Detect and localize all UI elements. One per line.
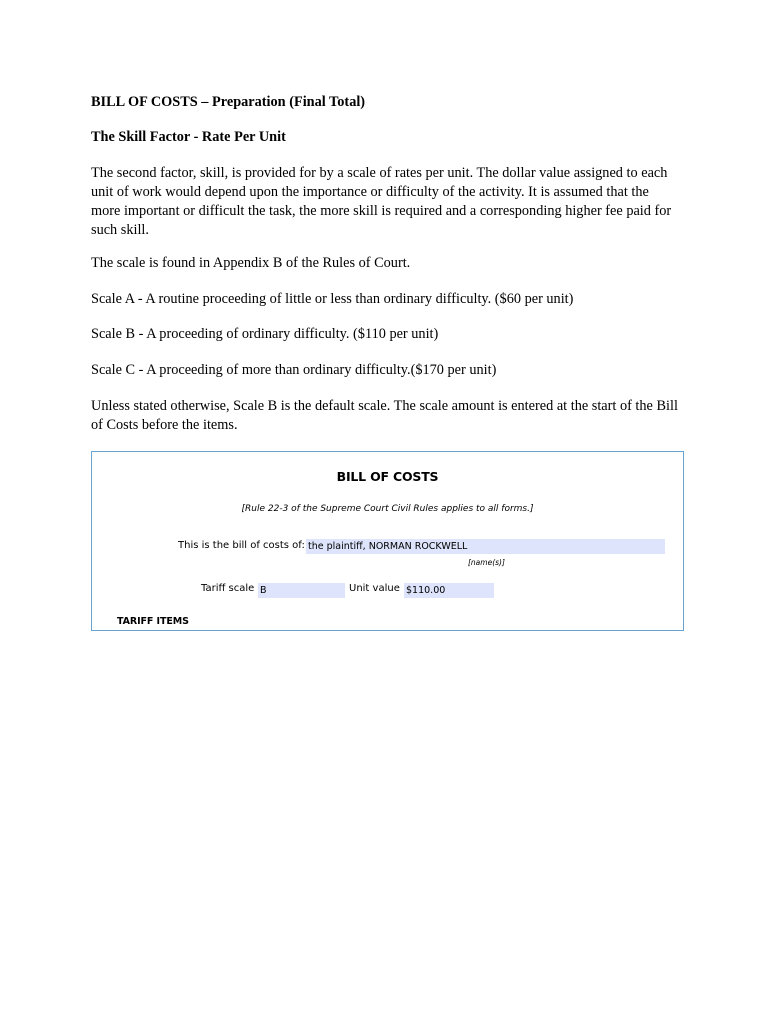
billed-to-field[interactable]: the plaintiff, NORMAN ROCKWELL — [306, 539, 665, 554]
scale-b-paragraph: Scale B - A proceeding of ordinary difficulty. ($110 per unit) — [91, 326, 439, 342]
document-title: BILL OF COSTS – Preparation (Final Total) — [91, 94, 366, 110]
appendix-paragraph: The scale is found in Appendix B of the Rules of Court. — [91, 255, 411, 271]
name-hint: [name(s)] — [468, 558, 505, 567]
unit-value-label: Unit value — [349, 583, 400, 594]
default-scale-paragraph: Unless stated otherwise, Scale B is the default scale. The scale amount is entered at the start of the Bill of Costs before the items. — [91, 398, 678, 433]
tariff-scale-label: Tariff scale — [201, 583, 255, 594]
billed-to-label: This is the bill of costs of: — [178, 540, 305, 551]
tariff-items-heading: TARIFF ITEMS — [117, 616, 189, 627]
scale-a-paragraph: Scale A - A routine proceeding of little or less than ordinary difficulty. ($60 per unit) — [91, 291, 574, 307]
section-title: The Skill Factor - Rate Per Unit — [91, 129, 286, 145]
scale-c-paragraph: Scale C - A proceeding of more than ordinary difficulty.($170 per unit) — [91, 362, 497, 378]
form-title: BILL OF COSTS — [336, 469, 439, 484]
tariff-scale-field[interactable]: B — [258, 583, 345, 598]
bill-of-costs-form — [91, 451, 684, 631]
skill-paragraph: The second factor, skill, is provided for by a scale of rates per unit. The dollar value assigned to each unit of work would depend upon the importance or difficulty of the activity. It is assumed that the more important or difficult the task, the more skill is required and a corresponding higher fee paid for such skill. — [91, 165, 672, 238]
form-rule-note: [Rule 22-3 of the Supreme Court Civil Rules applies to all forms.] — [241, 504, 534, 514]
unit-value-field[interactable]: $110.00 — [404, 583, 494, 598]
